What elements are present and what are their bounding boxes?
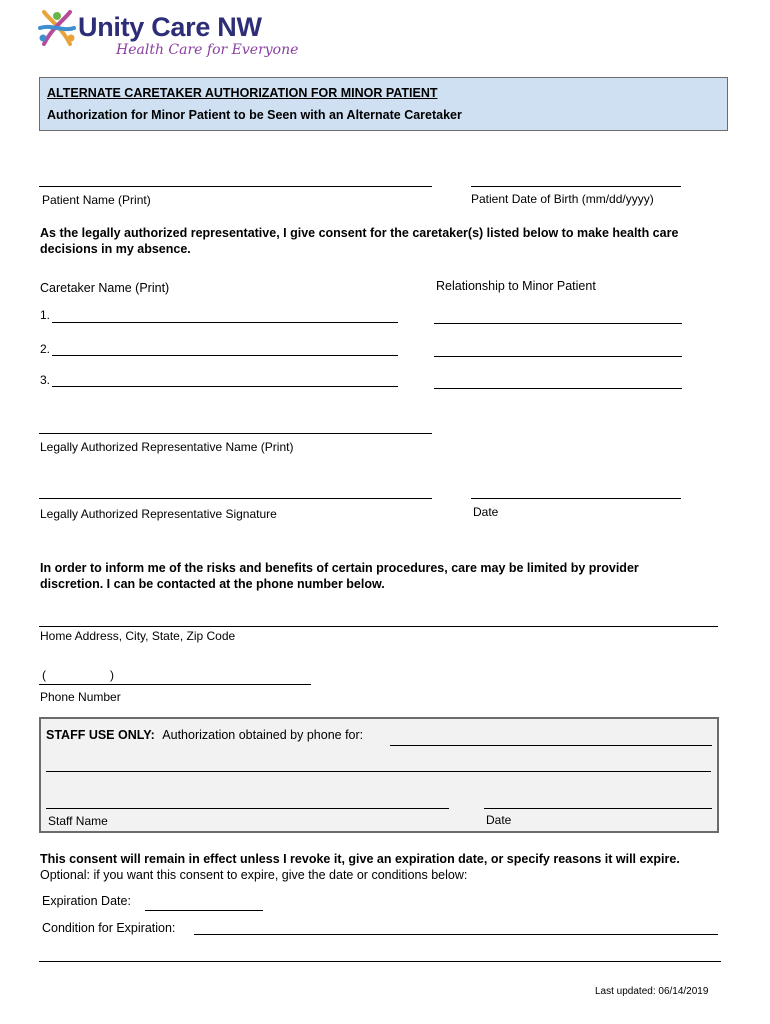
phone-area-open: ( (42, 668, 46, 682)
staff-use-text: Authorization obtained by phone for: (162, 728, 364, 742)
representative-date-field[interactable] (471, 498, 681, 499)
expiration-condition-label: Condition for Expiration: (42, 921, 176, 935)
expiration-condition-field[interactable] (194, 934, 718, 935)
phone-area-close: ) (110, 668, 114, 682)
authorization-phone-field[interactable] (390, 745, 712, 746)
relationship-field-3[interactable] (434, 388, 682, 389)
caretaker-name-field-1[interactable] (52, 322, 398, 323)
staff-date-label: Date (486, 813, 512, 827)
home-address-label: Home Address, City, State, Zip Code (40, 629, 236, 643)
relationship-field-2[interactable] (434, 356, 682, 357)
expiration-date-field[interactable] (145, 910, 263, 911)
caretaker-row-number: 3. (40, 373, 51, 387)
representative-name-field[interactable] (39, 433, 432, 434)
staff-name-field[interactable] (46, 808, 449, 809)
hands-people-icon (36, 8, 78, 50)
form-subtitle: Authorization for Minor Patient to be Seen with an Alternate Caretaker (47, 108, 462, 122)
caretaker-row-number: 2. (40, 342, 51, 356)
brand-name: Unity Care NW (78, 12, 262, 42)
expiration-statement: This consent will remain in effect unless I revoke it, give an expiration date, or specify reasons it will expire. (40, 852, 680, 866)
staff-name-label: Staff Name (48, 814, 108, 828)
risks-statement-line2: discretion. I can be contacted at the phone number below. (40, 577, 385, 591)
phone-number-label: Phone Number (40, 690, 121, 704)
authorization-details-field[interactable] (46, 771, 711, 772)
caretaker-name-field-3[interactable] (52, 386, 398, 387)
expiration-date-label: Expiration Date: (42, 894, 131, 908)
consent-statement-line1: As the legally authorized representative, I give consent for the caretaker(s) listed below to make health care (40, 226, 679, 240)
relationship-field-1[interactable] (434, 323, 682, 324)
relationship-header: Relationship to Minor Patient (436, 279, 596, 293)
representative-signature-label: Legally Authorized Representative Signature (40, 507, 277, 521)
patient-dob-field[interactable] (471, 186, 681, 187)
caretaker-row-number: 1. (40, 308, 51, 322)
representative-signature-field[interactable] (39, 498, 432, 499)
patient-name-label: Patient Name (Print) (42, 193, 151, 207)
consent-statement-line2: decisions in my absence. (40, 242, 191, 256)
expiration-optional-note: Optional: if you want this consent to expire, give the date or conditions below: (40, 868, 468, 882)
representative-name-label: Legally Authorized Representative Name (Print) (40, 440, 294, 454)
risks-statement-line1: In order to inform me of the risks and benefits of certain procedures, care may be limited by provider (40, 561, 639, 575)
patient-dob-label: Patient Date of Birth (mm/dd/yyyy) (471, 192, 654, 206)
footer-divider (39, 961, 721, 962)
brand-tagline: Health Care for Everyone (116, 42, 299, 58)
last-updated: Last updated: 06/14/2019 (595, 986, 709, 997)
staff-use-heading: STAFF USE ONLY: (46, 728, 155, 742)
home-address-field[interactable] (39, 626, 718, 627)
staff-use-heading-row (46, 728, 363, 742)
form-title: ALTERNATE CARETAKER AUTHORIZATION FOR MINOR PATIENT (47, 86, 438, 100)
staff-date-field[interactable] (484, 808, 712, 809)
caretaker-name-header: Caretaker Name (Print) (40, 281, 170, 295)
caretaker-name-field-2[interactable] (52, 355, 398, 356)
phone-number-field[interactable] (39, 684, 311, 685)
representative-date-label: Date (473, 505, 499, 519)
patient-name-field[interactable] (39, 186, 432, 187)
